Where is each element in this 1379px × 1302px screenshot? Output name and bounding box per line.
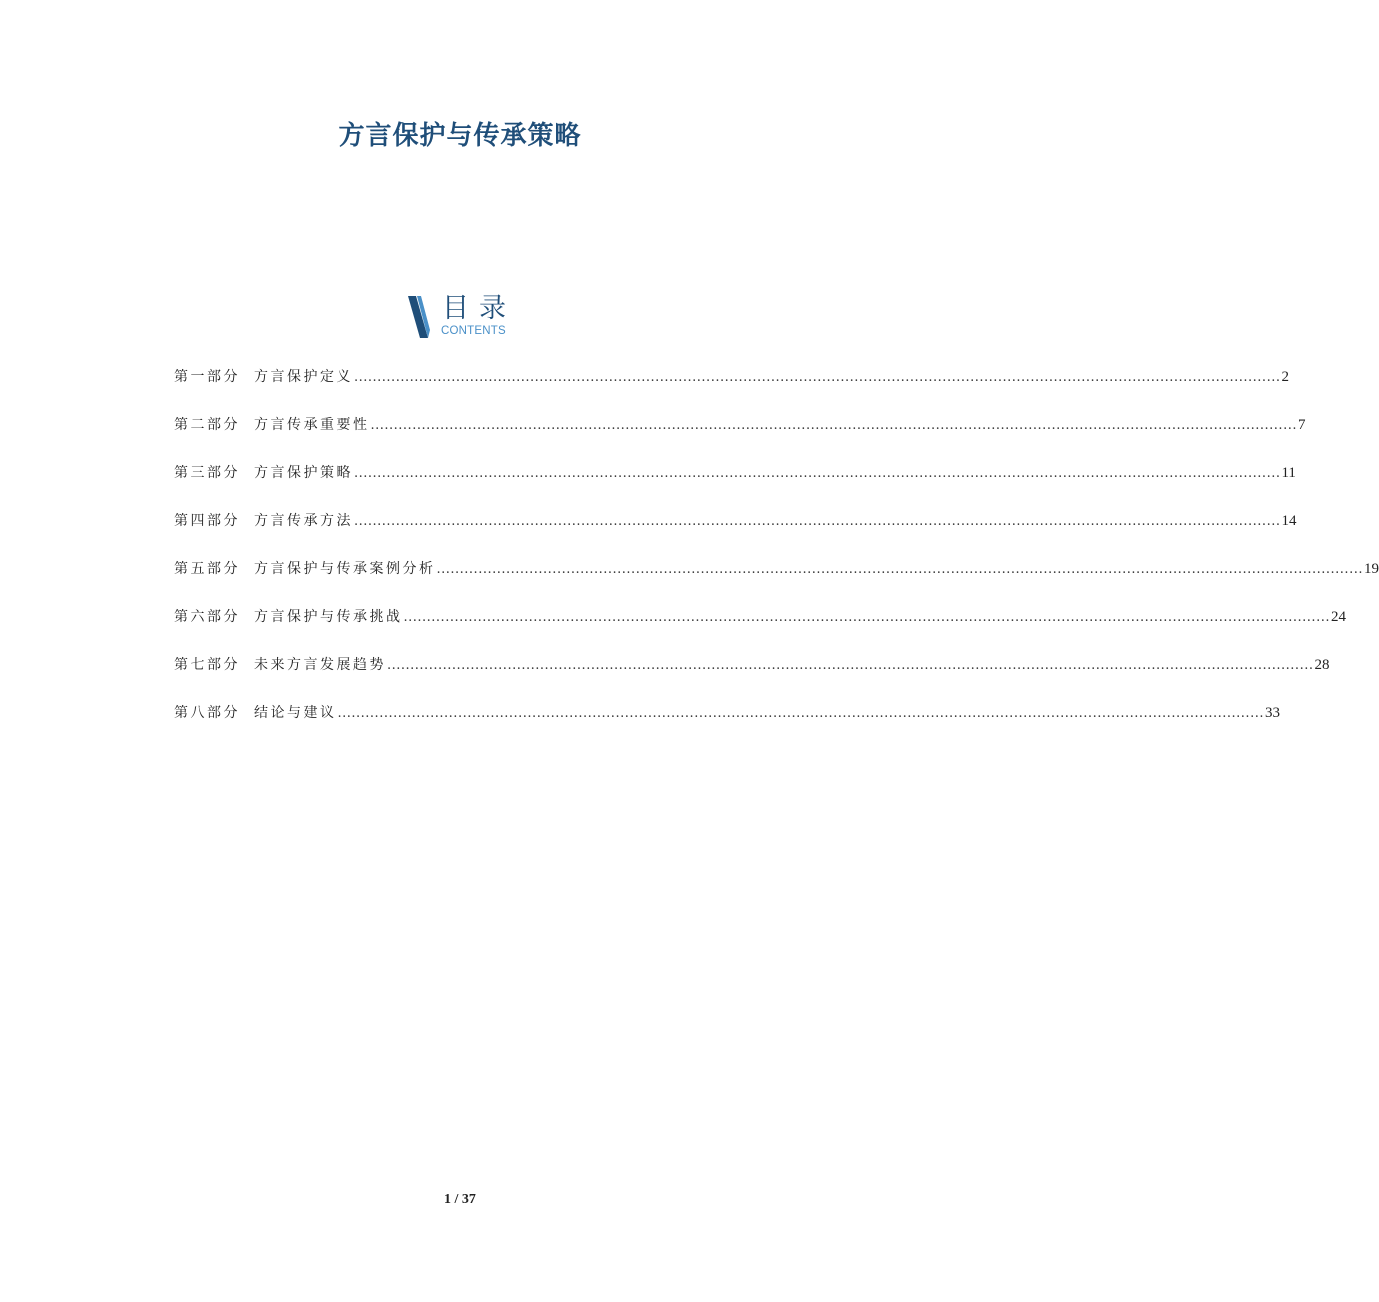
toc-entry-part: 第二部分: [174, 417, 240, 433]
toc-entry-page: 14: [1281, 513, 1297, 529]
toc-entry-title: 方言传承重要性: [254, 417, 370, 433]
toc-dot-leader: ........................................................................................................................................................................................................: [354, 514, 1281, 529]
toc-heading: 目录: [442, 293, 516, 324]
toc-entry-title: 方言保护定义: [254, 369, 353, 385]
toc-dot-leader: ........................................................................................................................................................................................................: [354, 466, 1281, 481]
toc-dot-leader: ........................................................................................................................................................................................................: [337, 706, 1264, 721]
toc-entry-title: 结论与建议: [254, 705, 337, 721]
toc-entry-page: 11: [1281, 465, 1296, 481]
toc-entry-part: 第五部分: [174, 561, 240, 577]
page-number: 1 / 37: [444, 1192, 476, 1207]
toc-entry-6[interactable]: [174, 604, 1346, 652]
toc-entry-page: 33: [1264, 705, 1280, 721]
toc-entry-3[interactable]: [174, 460, 1296, 508]
toc-entry-title: 方言传承方法: [254, 513, 353, 529]
toc-entry-part: 第七部分: [174, 657, 240, 673]
toc-dot-leader: ........................................................................................................................................................................................................: [387, 658, 1314, 673]
toc-subheading: CONTENTS: [441, 325, 506, 337]
toc-dot-leader: ........................................................................................................................................................................................................: [370, 418, 1297, 433]
toc-entry-part: 第四部分: [174, 513, 240, 529]
toc-entry-page: 24: [1330, 609, 1346, 625]
toc-dot-leader: ........................................................................................................................................................................................................: [354, 370, 1281, 385]
toc-entry-1[interactable]: [174, 364, 1289, 412]
toc-entry-2[interactable]: [174, 412, 1306, 460]
toc-entry-part: 第一部分: [174, 369, 240, 385]
toc-entry-4[interactable]: [174, 508, 1297, 556]
toc-header: [406, 294, 526, 340]
toc-entry-part: 第三部分: [174, 465, 240, 481]
book-bookmark-icon: [406, 296, 430, 338]
toc-entry-7[interactable]: [174, 652, 1330, 700]
toc-entry-title: 未来方言发展趋势: [254, 657, 386, 673]
document-title: 方言保护与传承策略: [338, 121, 582, 151]
toc-dot-leader: ........................................................................................................................................................................................................: [403, 610, 1330, 625]
toc-entry-page: 7: [1297, 417, 1306, 433]
toc-entry-page: 28: [1314, 657, 1330, 673]
toc-list: [174, 364, 1379, 748]
toc-entry-part: 第八部分: [174, 705, 240, 721]
toc-entry-title: 方言保护与传承案例分析: [254, 561, 436, 577]
toc-entry-5[interactable]: [174, 556, 1379, 604]
toc-entry-title: 方言保护与传承挑战: [254, 609, 403, 625]
toc-entry-page: 19: [1363, 561, 1379, 577]
toc-entry-page: 2: [1281, 369, 1289, 385]
toc-dot-leader: ........................................................................................................................................................................................................: [436, 562, 1363, 577]
toc-entry-title: 方言保护策略: [254, 465, 353, 481]
toc-entry-part: 第六部分: [174, 609, 240, 625]
toc-entry-8[interactable]: [174, 700, 1280, 748]
